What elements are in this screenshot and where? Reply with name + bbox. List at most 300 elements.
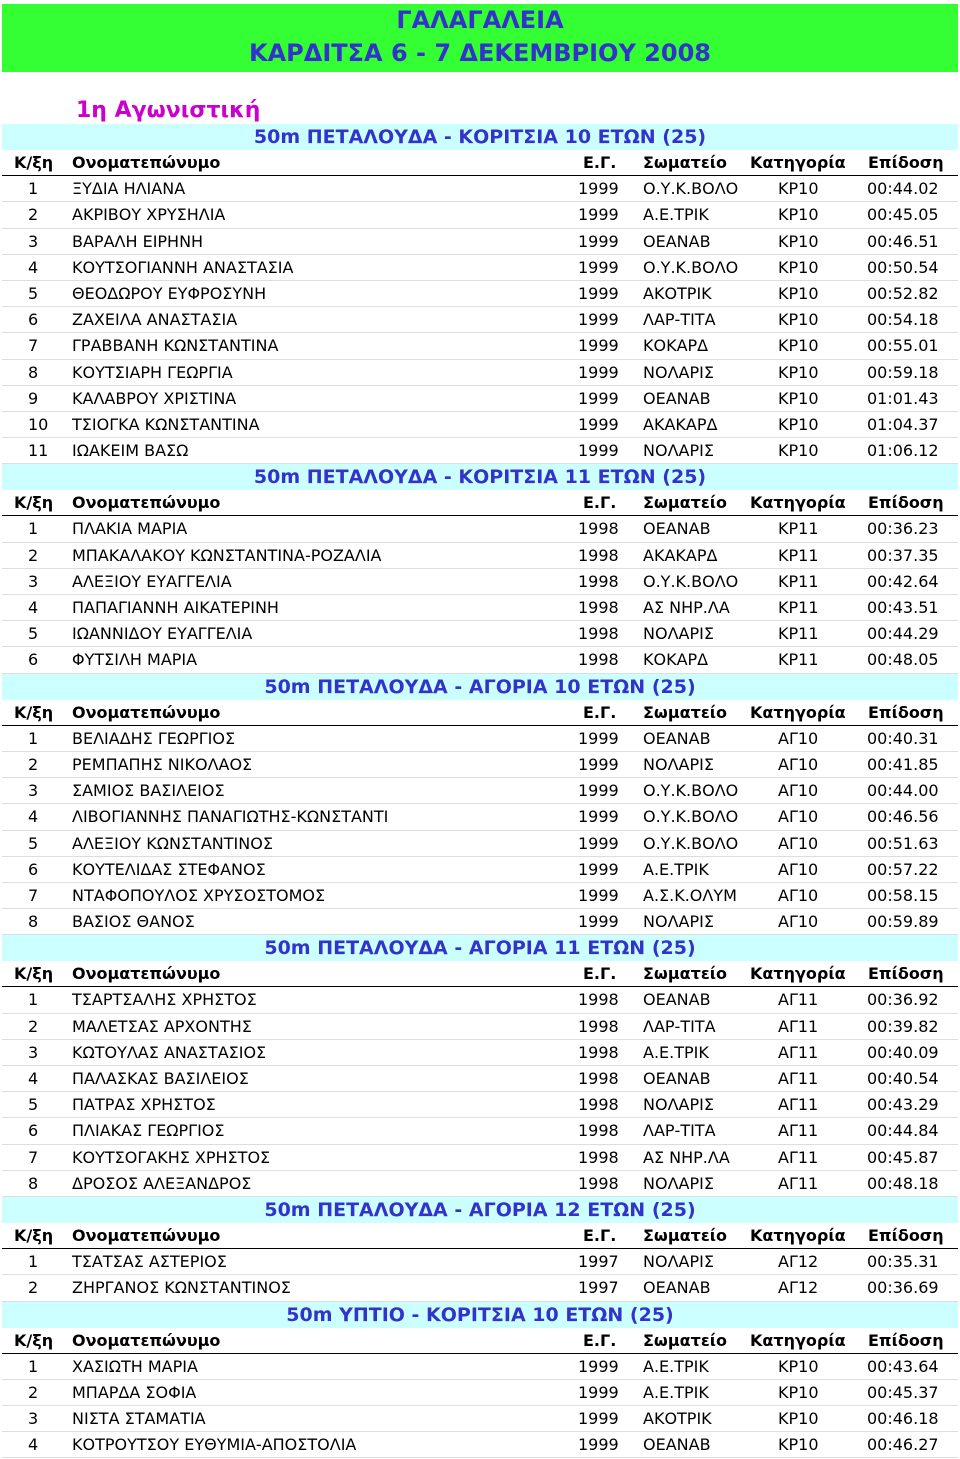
column-header-club: Σωματείο (643, 964, 727, 984)
cell-club: Ο.Υ.Κ.ΒΟΛΟ (643, 179, 739, 199)
cell-year: 1999 (578, 310, 619, 330)
cell-time: 00:59.89 (867, 912, 939, 932)
column-header-year: Ε.Γ. (583, 702, 617, 722)
table-row (2, 1354, 958, 1380)
cell-rank: 3 (28, 1042, 39, 1062)
table-header-row (2, 1328, 958, 1354)
cell-rank: 7 (28, 885, 39, 905)
cell-rank: 6 (28, 310, 39, 330)
cell-rank: 8 (28, 362, 39, 382)
cell-club: ΟΕΑΝΑΒ (643, 1069, 711, 1088)
cell-rank: 1 (28, 519, 39, 539)
table-row (2, 1380, 958, 1406)
cell-rank: 3 (28, 1409, 39, 1429)
cell-time: 00:39.82 (867, 1016, 939, 1036)
cell-category: ΑΓ11 (778, 1069, 819, 1088)
cell-name: ΚΑΛΑΒΡΟΥ ΧΡΙΣΤΙΝΑ (72, 388, 237, 408)
table-row (2, 1171, 958, 1197)
table-header-row (2, 1223, 958, 1249)
table-row (2, 1249, 958, 1275)
cell-category: ΚΡ10 (778, 441, 819, 461)
cell-name: ΒΑΡΑΛΗ ΕΙΡΗΝΗ (72, 231, 204, 251)
cell-year: 1998 (578, 598, 619, 617)
cell-name: ΚΟΤΡΟΥΤΣΟΥ ΕΥΘΥΜΙΑ-ΑΠΟΣΤΟΛΙΑ (72, 1435, 357, 1455)
cell-rank: 4 (28, 598, 39, 617)
cell-category: ΑΓ11 (778, 1016, 819, 1036)
cell-club: ΟΕΑΝΑΒ (643, 1435, 711, 1455)
cell-name: ΓΡΑΒΒΑΝΗ ΚΩΝΣΤΑΝΤΙΝΑ (72, 336, 279, 356)
cell-name: ΙΩΑΝΝΙΔΟΥ ΕΥΑΓΓΕΛΙΑ (72, 624, 253, 644)
column-header-name: Ονοματεπώνυμο (72, 493, 221, 513)
column-header-time: Επίδοση (868, 1225, 944, 1245)
column-header-year: Ε.Γ. (583, 153, 617, 172)
event-title: 50m ΠΕΤΑΛΟΥΔΑ - ΑΓΟΡΙΑ 12 ΕΤΩΝ (25) (2, 1197, 958, 1223)
cell-year: 1999 (578, 754, 619, 774)
cell-category: ΑΓ11 (778, 1042, 819, 1062)
table-row (2, 778, 958, 804)
cell-rank: 4 (28, 1069, 39, 1088)
cell-name: ΚΟΥΤΣΟΓΑΚΗΣ ΧΡΗΣΤΟΣ (72, 1147, 271, 1167)
event-title: 50m ΠΕΤΑΛΟΥΔΑ - ΑΓΟΡΙΑ 11 ΕΤΩΝ (25) (2, 935, 958, 961)
cell-rank: 2 (28, 1278, 39, 1298)
cell-rank: 9 (28, 388, 39, 408)
column-header-time: Επίδοση (868, 493, 944, 513)
cell-category: ΑΓ12 (778, 1252, 819, 1272)
column-header-category: Κατηγορία (750, 1225, 846, 1245)
cell-time: 00:43.51 (867, 598, 939, 617)
cell-club: ΟΕΑΝΑΒ (643, 231, 711, 251)
cell-name: ΚΟΥΤΣΟΓΙΑΝΝΗ ΑΝΑΣΤΑΣΙΑ (72, 257, 294, 277)
cell-name: ΣΑΜΙΟΣ ΒΑΣΙΛΕΙΟΣ (72, 781, 225, 801)
column-header-category: Κατηγορία (750, 153, 846, 172)
table-row (2, 752, 958, 778)
cell-category: ΑΓ10 (778, 859, 819, 879)
cell-club: Ο.Υ.Κ.ΒΟΛΟ (643, 571, 739, 591)
table-row (2, 1066, 958, 1092)
cell-year: 1999 (578, 912, 619, 932)
cell-time: 00:52.82 (867, 283, 939, 303)
cell-club: Ο.Υ.Κ.ΒΟΛΟ (643, 257, 739, 277)
event-title: 50m ΠΕΤΑΛΟΥΔΑ - ΑΓΟΡΙΑ 10 ΕΤΩΝ (25) (2, 674, 958, 700)
cell-year: 1999 (578, 441, 619, 461)
column-header-year: Ε.Γ. (583, 493, 617, 513)
cell-time: 00:46.27 (867, 1435, 939, 1455)
cell-name: ΒΑΣΙΟΣ ΘΑΝΟΣ (72, 912, 195, 932)
cell-year: 1999 (578, 179, 619, 199)
column-header-club: Σωματείο (643, 153, 727, 172)
table-row (2, 516, 958, 542)
cell-time: 00:45.87 (867, 1147, 939, 1167)
table-row (2, 621, 958, 647)
cell-club: Ο.Υ.Κ.ΒΟΛΟ (643, 833, 739, 853)
cell-club: ΑΚΟΤΡΙΚ (643, 1409, 712, 1429)
cell-rank: 7 (28, 1147, 39, 1167)
cell-category: ΑΓ11 (778, 1121, 819, 1141)
cell-club: ΑΚΑΚΑΡΔ (643, 414, 718, 434)
table-row (2, 1275, 958, 1301)
cell-name: ΦΥΤΣΙΛΗ ΜΑΡΙΑ (72, 650, 198, 670)
table-row (2, 831, 958, 857)
cell-time: 00:50.54 (867, 257, 939, 277)
cell-name: ΖΑΧΕΙΛΑ ΑΝΑΣΤΑΣΙΑ (72, 310, 238, 330)
cell-year: 1999 (578, 257, 619, 277)
cell-rank: 3 (28, 781, 39, 801)
cell-club: ΟΕΑΝΑΒ (643, 990, 711, 1010)
cell-category: ΑΓ10 (778, 833, 819, 853)
cell-category: ΑΓ10 (778, 781, 819, 801)
cell-name: ΤΣΑΡΤΣΑΛΗΣ ΧΡΗΣΤΟΣ (72, 990, 257, 1010)
cell-time: 00:45.05 (867, 205, 939, 225)
cell-year: 1999 (578, 807, 619, 827)
cell-category: ΚΡ10 (778, 310, 819, 330)
cell-category: ΚΡ10 (778, 1382, 819, 1402)
cell-category: ΚΡ11 (778, 650, 819, 670)
page-subtitle: ΚΑΡΔΙΤΣΑ 6 - 7 ΔΕΚΕΜΒΡΙΟΥ 2008 (249, 39, 711, 67)
cell-year: 1998 (578, 624, 619, 644)
table-row (2, 857, 958, 883)
cell-name: ΒΕΛΙΑΔΗΣ ΓΕΩΡΓΙΟΣ (72, 728, 236, 748)
column-header-category: Κατηγορία (750, 493, 846, 513)
cell-rank: 7 (28, 336, 39, 356)
column-header-time: Επίδοση (868, 153, 944, 172)
cell-time: 00:46.56 (867, 807, 939, 827)
cell-club: ΝΟΛΑΡΙΣ (643, 1095, 714, 1115)
column-header-name: Ονοματεπώνυμο (72, 1330, 221, 1350)
cell-category: ΑΓ12 (778, 1278, 819, 1298)
cell-category: ΚΡ11 (778, 571, 819, 591)
cell-name: ΜΠΑΡΔΑ ΣΟΦΙΑ (72, 1382, 197, 1402)
column-header-rank: Κ/ξη (14, 153, 54, 172)
cell-rank: 8 (28, 912, 39, 932)
cell-time: 00:57.22 (867, 859, 939, 879)
cell-club: ΝΟΛΑΡΙΣ (643, 441, 714, 461)
cell-time: 00:40.54 (867, 1069, 939, 1088)
table-row (2, 647, 958, 673)
cell-rank: 5 (28, 1095, 39, 1115)
cell-time: 00:37.35 (867, 545, 939, 565)
table-row (2, 569, 958, 595)
meet-day-label: 1η Αγωνιστική (76, 98, 261, 123)
cell-category: ΚΡ10 (778, 362, 819, 382)
cell-rank: 4 (28, 807, 39, 827)
cell-year: 1998 (578, 571, 619, 591)
cell-name: ΜΑΛΕΤΣΑΣ ΑΡΧΟΝΤΗΣ (72, 1016, 252, 1036)
cell-rank: 10 (28, 414, 49, 434)
cell-year: 1998 (578, 990, 619, 1010)
cell-rank: 2 (28, 1382, 39, 1402)
cell-category: ΑΓ10 (778, 807, 819, 827)
cell-category: ΚΡ10 (778, 283, 819, 303)
cell-name: ΑΚΡΙΒΟΥ ΧΡΥΣΗΛΙΑ (72, 205, 226, 225)
cell-category: ΚΡ10 (778, 1356, 819, 1376)
cell-club: ΟΕΑΝΑΒ (643, 1278, 711, 1298)
cell-year: 1999 (578, 1356, 619, 1376)
cell-time: 00:46.51 (867, 231, 939, 251)
cell-year: 1998 (578, 650, 619, 670)
column-header-category: Κατηγορία (750, 964, 846, 984)
cell-time: 00:59.18 (867, 362, 939, 382)
column-header-year: Ε.Γ. (583, 964, 617, 984)
cell-category: ΑΓ11 (778, 1147, 819, 1167)
cell-category: ΚΡ10 (778, 1409, 819, 1429)
table-row (2, 412, 958, 438)
cell-rank: 6 (28, 1121, 39, 1141)
cell-time: 00:44.02 (867, 179, 939, 199)
cell-name: ΚΩΤΟΥΛΑΣ ΑΝΑΣΤΑΣΙΟΣ (72, 1042, 267, 1062)
cell-category: ΚΡ10 (778, 336, 819, 356)
cell-club: ΛΑΡ-ΤΙΤΑ (643, 1121, 716, 1141)
cell-name: ΘΕΟΔΩΡΟΥ ΕΥΦΡΟΣΥΝΗ (72, 283, 267, 303)
cell-name: ΖΗΡΓΑΝΟΣ ΚΩΝΣΤΑΝΤΙΝΟΣ (72, 1278, 291, 1298)
cell-year: 1999 (578, 1435, 619, 1455)
cell-year: 1998 (578, 1042, 619, 1062)
cell-name: ΙΩΑΚΕΙΜ ΒΑΣΩ (72, 441, 189, 461)
cell-name: ΚΟΥΤΕΛΙΔΑΣ ΣΤΕΦΑΝΟΣ (72, 859, 266, 879)
cell-year: 1998 (578, 545, 619, 565)
column-header-rank: Κ/ξη (14, 1330, 54, 1350)
cell-year: 1999 (578, 1382, 619, 1402)
table-header-row (2, 150, 958, 176)
column-header-name: Ονοματεπώνυμο (72, 153, 221, 172)
table-row (2, 176, 958, 202)
table-row (2, 1092, 958, 1118)
cell-rank: 8 (28, 1173, 39, 1193)
cell-rank: 4 (28, 257, 39, 277)
cell-club: Α.Ε.ΤΡΙΚ (643, 1382, 709, 1402)
cell-name: ΠΑΠΑΓΙΑΝΝΗ ΑΙΚΑΤΕΡΙΝΗ (72, 598, 279, 617)
cell-name: ΑΛΕΞΙΟΥ ΚΩΝΣΤΑΝΤΙΝΟΣ (72, 833, 273, 853)
cell-year: 1999 (578, 336, 619, 356)
cell-category: ΑΓ11 (778, 1095, 819, 1115)
column-header-rank: Κ/ξη (14, 964, 54, 984)
cell-name: ΠΛΙΑΚΑΣ ΓΕΩΡΓΙΟΣ (72, 1121, 225, 1141)
cell-time: 00:43.64 (867, 1356, 939, 1376)
table-row (2, 255, 958, 281)
cell-name: ΤΣΑΤΣΑΣ ΑΣΤΕΡΙΟΣ (72, 1252, 227, 1272)
cell-category: ΚΡ10 (778, 388, 819, 408)
cell-name: ΧΑΣΙΩΤΗ ΜΑΡΙΑ (72, 1356, 198, 1376)
event-title: 50m ΠΕΤΑΛΟΥΔΑ - ΚΟΡΙΤΣΙΑ 11 ΕΤΩΝ (25) (2, 464, 958, 490)
column-header-name: Ονοματεπώνυμο (72, 964, 221, 984)
column-header-club: Σωματείο (643, 493, 727, 513)
table-row (2, 726, 958, 752)
cell-name: ΚΟΥΤΣΙΑΡΗ ΓΕΩΡΓΙΑ (72, 362, 233, 382)
cell-club: ΝΟΛΑΡΙΣ (643, 624, 714, 644)
column-header-category: Κατηγορία (750, 1330, 846, 1350)
column-header-club: Σωματείο (643, 1330, 727, 1350)
cell-name: ΝΙΣΤΑ ΣΤΑΜΑΤΙΑ (72, 1409, 206, 1429)
table-row (2, 333, 958, 359)
cell-year: 1998 (578, 1069, 619, 1088)
cell-time: 00:40.09 (867, 1042, 939, 1062)
cell-rank: 1 (28, 728, 39, 748)
cell-rank: 5 (28, 283, 39, 303)
cell-club: ΟΕΑΝΑΒ (643, 519, 711, 539)
table-row (2, 987, 958, 1013)
cell-year: 1999 (578, 231, 619, 251)
cell-year: 1999 (578, 859, 619, 879)
cell-year: 1999 (578, 781, 619, 801)
cell-club: Α.Σ.Κ.ΟΛΥΜ (643, 885, 737, 905)
cell-year: 1998 (578, 1121, 619, 1141)
cell-rank: 3 (28, 571, 39, 591)
table-row (2, 360, 958, 386)
cell-rank: 4 (28, 1435, 39, 1455)
table-row (2, 229, 958, 255)
cell-club: ΚΟΚΑΡΔ (643, 650, 709, 670)
table-header-row (2, 490, 958, 516)
cell-time: 00:51.63 (867, 833, 939, 853)
cell-year: 1997 (578, 1252, 619, 1272)
table-row (2, 909, 958, 935)
column-header-club: Σωματείο (643, 702, 727, 722)
cell-club: ΑΚΟΤΡΙΚ (643, 283, 712, 303)
cell-time: 00:36.92 (867, 990, 939, 1010)
cell-club: ΝΟΛΑΡΙΣ (643, 1252, 714, 1272)
cell-time: 00:40.31 (867, 728, 939, 748)
cell-club: ΝΟΛΑΡΙΣ (643, 912, 714, 932)
cell-name: ΝΤΑΦΟΠΟΥΛΟΣ ΧΡΥΣΟΣΤΟΜΟΣ (72, 885, 326, 905)
cell-year: 1998 (578, 1147, 619, 1167)
column-header-year: Ε.Γ. (583, 1225, 617, 1245)
cell-category: ΑΓ11 (778, 1173, 819, 1193)
cell-club: Α.Ε.ΤΡΙΚ (643, 1356, 709, 1376)
table-row (2, 543, 958, 569)
column-header-name: Ονοματεπώνυμο (72, 702, 221, 722)
cell-time: 00:44.29 (867, 624, 939, 644)
cell-club: ΝΟΛΑΡΙΣ (643, 362, 714, 382)
column-header-name: Ονοματεπώνυμο (72, 1225, 221, 1245)
cell-club: ΑΚΑΚΑΡΔ (643, 545, 718, 565)
cell-year: 1997 (578, 1278, 619, 1298)
table-row (2, 202, 958, 228)
table-row (2, 386, 958, 412)
cell-rank: 5 (28, 624, 39, 644)
cell-year: 1998 (578, 519, 619, 539)
cell-time: 00:45.37 (867, 1382, 939, 1402)
cell-year: 1999 (578, 205, 619, 225)
cell-category: ΑΓ10 (778, 728, 819, 748)
cell-year: 1999 (578, 388, 619, 408)
cell-time: 00:44.84 (867, 1121, 939, 1141)
results-header (2, 4, 958, 72)
cell-club: Α.Ε.ΤΡΙΚ (643, 1042, 709, 1062)
column-header-club: Σωματείο (643, 1225, 727, 1245)
cell-name: ΠΑΤΡΑΣ ΧΡΗΣΤΟΣ (72, 1095, 216, 1115)
cell-rank: 1 (28, 1252, 39, 1272)
cell-category: ΑΓ10 (778, 754, 819, 774)
cell-rank: 11 (28, 441, 49, 461)
cell-rank: 2 (28, 754, 39, 774)
table-row (2, 281, 958, 307)
column-header-rank: Κ/ξη (14, 702, 54, 722)
cell-rank: 2 (28, 205, 39, 225)
cell-rank: 6 (28, 859, 39, 879)
cell-year: 1998 (578, 1016, 619, 1036)
cell-time: 01:04.37 (867, 414, 939, 434)
table-row (2, 595, 958, 621)
cell-time: 00:54.18 (867, 310, 939, 330)
cell-year: 1998 (578, 1173, 619, 1193)
cell-club: ΛΑΡ-ΤΙΤΑ (643, 310, 716, 330)
cell-rank: 2 (28, 545, 39, 565)
cell-category: ΚΡ10 (778, 1435, 819, 1455)
column-header-time: Επίδοση (868, 964, 944, 984)
cell-rank: 6 (28, 650, 39, 670)
cell-time: 01:01.43 (867, 388, 939, 408)
cell-name: ΜΠΑΚΑΛΑΚΟΥ ΚΩΝΣΤΑΝΤΙΝΑ-ΡΟΖΑΛΙΑ (72, 545, 382, 565)
table-row (2, 883, 958, 909)
cell-name: ΑΛΕΞΙΟΥ ΕΥΑΓΓΕΛΙΑ (72, 571, 232, 591)
cell-club: ΑΣ ΝΗΡ.ΛΑ (643, 1147, 730, 1167)
table-row (2, 804, 958, 830)
table-row (2, 438, 958, 464)
cell-club: ΚΟΚΑΡΔ (643, 336, 709, 356)
cell-name: ΤΣΙΟΓΚΑ ΚΩΝΣΤΑΝΤΙΝΑ (72, 414, 260, 434)
cell-year: 1999 (578, 414, 619, 434)
cell-time: 00:43.29 (867, 1095, 939, 1115)
cell-year: 1999 (578, 1409, 619, 1429)
cell-time: 00:41.85 (867, 754, 939, 774)
table-row (2, 1040, 958, 1066)
table-row (2, 1014, 958, 1040)
column-header-year: Ε.Γ. (583, 1330, 617, 1350)
cell-name: ΠΛΑΚΙΑ ΜΑΡΙΑ (72, 519, 188, 539)
cell-time: 00:44.00 (867, 781, 939, 801)
cell-year: 1999 (578, 885, 619, 905)
cell-category: ΑΓ10 (778, 885, 819, 905)
cell-time: 00:36.23 (867, 519, 939, 539)
column-header-rank: Κ/ξη (14, 493, 54, 513)
cell-year: 1999 (578, 728, 619, 748)
cell-time: 00:48.05 (867, 650, 939, 670)
event-title: 50m ΠΕΤΑΛΟΥΔΑ - ΚΟΡΙΤΣΙΑ 10 ΕΤΩΝ (25) (2, 124, 958, 150)
cell-year: 1999 (578, 283, 619, 303)
cell-name: ΞΥΔΙΑ ΗΛΙΑΝΑ (72, 179, 186, 199)
cell-rank: 5 (28, 833, 39, 853)
results-list (0, 124, 960, 1458)
column-header-category: Κατηγορία (750, 702, 846, 722)
cell-category: ΚΡ10 (778, 205, 819, 225)
table-row (2, 1118, 958, 1144)
cell-time: 01:06.12 (867, 441, 939, 461)
cell-club: ΝΟΛΑΡΙΣ (643, 1173, 714, 1193)
cell-rank: 1 (28, 990, 39, 1010)
cell-name: ΛΙΒΟΓΙΑΝΝΗΣ ΠΑΝΑΓΙΩΤΗΣ-ΚΩΝΣΤΑΝΤΙ (72, 807, 389, 827)
cell-club: ΟΕΑΝΑΒ (643, 728, 711, 748)
cell-time: 00:46.18 (867, 1409, 939, 1429)
cell-category: ΑΓ11 (778, 990, 819, 1010)
cell-name: ΡΕΜΠΑΠΗΣ ΝΙΚΟΛΑΟΣ (72, 754, 253, 774)
cell-year: 1999 (578, 362, 619, 382)
column-header-time: Επίδοση (868, 1330, 944, 1350)
column-header-rank: Κ/ξη (14, 1225, 54, 1245)
cell-category: ΚΡ10 (778, 414, 819, 434)
cell-rank: 3 (28, 231, 39, 251)
table-header-row (2, 700, 958, 726)
cell-time: 00:35.31 (867, 1252, 939, 1272)
cell-time: 00:42.64 (867, 571, 939, 591)
cell-name: ΠΑΛΑΣΚΑΣ ΒΑΣΙΛΕΙΟΣ (72, 1069, 249, 1088)
cell-category: ΚΡ11 (778, 598, 819, 617)
table-row (2, 307, 958, 333)
cell-club: Α.Ε.ΤΡΙΚ (643, 205, 709, 225)
cell-club: ΟΕΑΝΑΒ (643, 388, 711, 408)
cell-club: ΑΣ ΝΗΡ.ΛΑ (643, 598, 730, 617)
cell-year: 1998 (578, 1095, 619, 1115)
cell-category: ΑΓ10 (778, 912, 819, 932)
table-row (2, 1145, 958, 1171)
